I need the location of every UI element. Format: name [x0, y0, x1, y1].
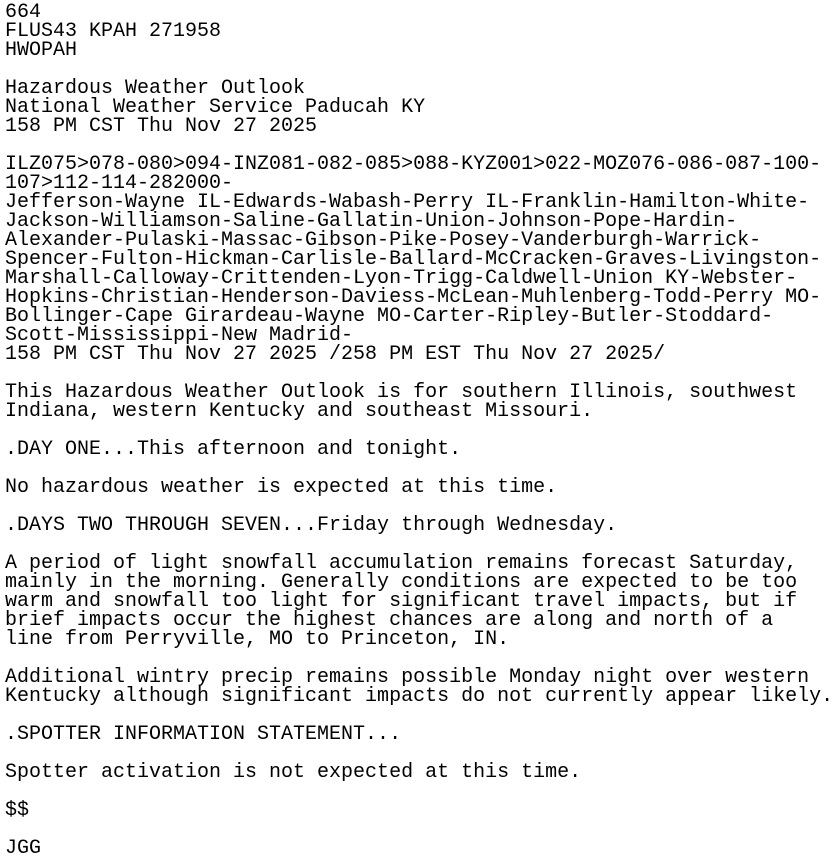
ugc-codes-line-2: 107>112-114-282000- [5, 172, 234, 195]
spotter-text: Spotter activation is not expected at this time. [5, 761, 582, 784]
day-one-text: No hazardous weather is expected at this time. [5, 476, 558, 499]
days-two-seven-text: line from Perryville, MO to Princeton, IN. [5, 628, 510, 651]
additional-precip-text: Kentucky although significant impacts do not currently appear likely. [5, 685, 834, 708]
product-title: Hazardous Weather Outlook [5, 77, 306, 100]
county-list-line: Jackson-Williamson-Saline-Gallatin-Union-Johnson-Pope-Hardin- [5, 210, 738, 233]
product-id: 664 [5, 1, 42, 24]
segment-issue-time: 158 PM CST Thu Nov 27 2025 /258 PM EST Thu Nov 27 2025/ [5, 343, 666, 366]
days-two-seven-text: mainly in the morning. Generally conditions are expected to be too [5, 571, 798, 594]
county-list-line: Bollinger-Cape Girardeau-Wayne MO-Carter-Ripley-Butler-Stoddard- [5, 305, 774, 328]
additional-precip-text: Additional wintry precip remains possible Monday night over western [5, 666, 810, 689]
segment-terminator: $$ [5, 799, 30, 822]
issue-time: 158 PM CST Thu Nov 27 2025 [5, 115, 318, 138]
issuing-office: National Weather Service Paducah KY [5, 96, 426, 119]
day-one-heading: .DAY ONE...This afternoon and tonight. [5, 438, 462, 461]
county-list-line: Alexander-Pulaski-Massac-Gibson-Pike-Posey-Vanderburgh-Warrick- [5, 229, 762, 252]
days-two-seven-text: A period of light snowfall accumulation remains forecast Saturday, [5, 552, 798, 575]
outlook-scope-line: Indiana, western Kentucky and southeast Missouri. [5, 400, 594, 423]
spotter-heading: .SPOTTER INFORMATION STATEMENT... [5, 723, 402, 746]
awips-id: HWOPAH [5, 39, 78, 62]
days-two-seven-text: warm and snowfall too light for significant travel impacts, but if [5, 590, 798, 613]
county-list-line: Spencer-Fulton-Hickman-Carlisle-Ballard-McCracken-Graves-Livingston- [5, 248, 822, 271]
county-list-line: Hopkins-Christian-Henderson-Daviess-McLean-Muhlenberg-Todd-Perry MO- [5, 286, 822, 309]
county-list-line: Scott-Mississippi-New Madrid- [5, 324, 354, 347]
days-two-seven-text: brief impacts occur the highest chances are along and north of a [5, 609, 774, 632]
county-list-line: Marshall-Calloway-Crittenden-Lyon-Trigg-Caldwell-Union KY-Webster- [5, 267, 798, 290]
outlook-scope-line: This Hazardous Weather Outlook is for southern Illinois, southwest [5, 381, 798, 404]
ugc-codes-line-1: ILZ075>078-080>094-INZ081-082-085>088-KYZ001>022-MOZ076-086-087-100- [5, 153, 822, 176]
forecaster-signature: JGG [5, 837, 42, 860]
county-list-line: Jefferson-Wayne IL-Edwards-Wabash-Perry IL-Franklin-Hamilton-White- [5, 191, 810, 214]
days-two-seven-heading: .DAYS TWO THROUGH SEVEN...Friday through Wednesday. [5, 514, 618, 537]
wmo-header: FLUS43 KPAH 271958 [5, 20, 222, 43]
